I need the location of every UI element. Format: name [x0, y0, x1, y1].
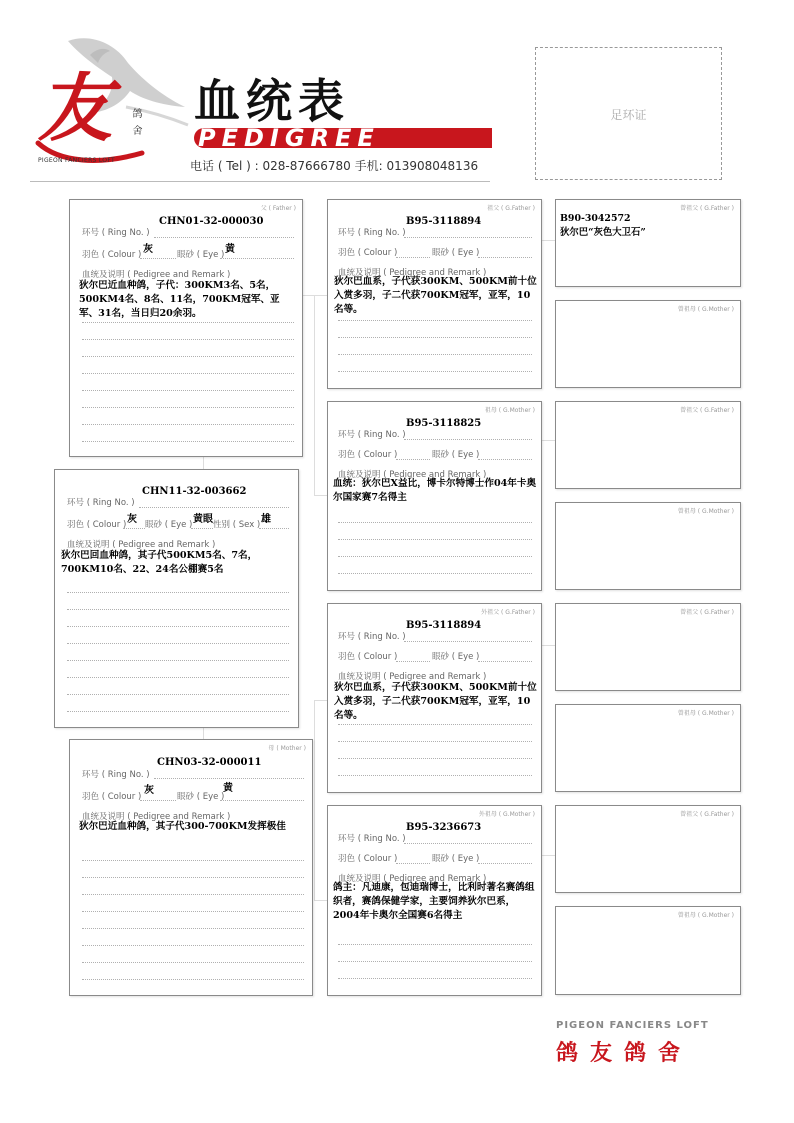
- remark-label: 血统及说明 ( Pedigree and Remark ): [338, 470, 487, 480]
- connector: [314, 495, 327, 496]
- ggp-card-3: [555, 401, 741, 489]
- ggp-card-1: [555, 199, 741, 287]
- logo-character: 友: [38, 66, 112, 152]
- connector: [542, 855, 555, 856]
- line: [338, 961, 532, 962]
- gfather-maternal-corner-label: 外祖父 ( G.Father ): [481, 609, 535, 616]
- connector: [314, 295, 315, 495]
- ggp-corner-label: 曾祖母 ( G.Mother ): [677, 306, 734, 313]
- line: [82, 928, 304, 929]
- underline: [140, 258, 176, 259]
- gmother-paternal-corner-label: 祖母 ( G.Mother ): [484, 407, 535, 414]
- colour-label: 羽色 ( Colour ): [338, 854, 398, 864]
- eye-label: 眼砂 ( Eye ): [432, 652, 480, 662]
- line: [338, 354, 532, 355]
- contact-info: 电话 ( Tel ) : 028-87666780 手机: 013908048136: [190, 159, 479, 173]
- self-ring: CHN11-32-003662: [142, 486, 247, 497]
- connector: [314, 900, 327, 901]
- underline: [478, 257, 532, 258]
- ggp-card-7: [555, 805, 741, 893]
- ggp-card-2: [555, 300, 741, 388]
- underline: [139, 507, 289, 508]
- ring-label: 环号 ( Ring No. ): [338, 430, 406, 440]
- ggp-note: B90-3042572 狄尔巴“灰色大卫石”: [560, 213, 646, 238]
- ring-label: 环号 ( Ring No. ): [82, 770, 150, 780]
- eye-label: 眼砂 ( Eye ): [145, 520, 193, 530]
- line: [338, 944, 532, 945]
- mother-eye: 黄: [223, 783, 233, 794]
- remark-label: 血统及说明 ( Pedigree and Remark ): [338, 874, 487, 884]
- line: [82, 894, 304, 895]
- line: [338, 371, 532, 372]
- colour-label: 羽色 ( Colour ): [82, 250, 142, 260]
- remark-label: 血统及说明 ( Pedigree and Remark ): [82, 270, 231, 280]
- ggp-corner-label: 曾祖父 ( G.Father ): [680, 811, 734, 818]
- underline: [404, 843, 532, 844]
- mother-card: [69, 739, 313, 996]
- line: [338, 539, 532, 540]
- eye-label: 眼砂 ( Eye ): [177, 792, 225, 802]
- ggp-card-4: [555, 502, 741, 590]
- ring-label: 环号 ( Ring No. ): [82, 228, 150, 238]
- gmother-paternal-ring: B95-3118825: [406, 418, 482, 429]
- gmother-paternal-remark: 血统：狄尔巴X益比，博卡尔特博士作04年卡奥尔国家赛7名得主: [333, 478, 537, 503]
- underline: [396, 863, 430, 864]
- line: [338, 724, 532, 725]
- remark-label: 血统及说明 ( Pedigree and Remark ): [338, 268, 487, 278]
- ring-label: 环号 ( Ring No. ): [338, 632, 406, 642]
- underline: [478, 661, 532, 662]
- self-card: [54, 469, 299, 728]
- father-remark: 狄尔巴近血种鸽，子代：300KM3名、5名，500KM4名、8名、11名，700KM冠军、亚军、31名，当日归20余羽。: [79, 280, 280, 319]
- connector: [203, 456, 204, 470]
- connector: [542, 645, 555, 646]
- gmother-maternal-remark: 鸽主：凡迪康，包迪瑞博士，比利时著名赛鸽组织者，赛鸽保健学家，主要饲养狄尔巴系，2004年卡奥尔全国赛6名得主: [333, 882, 535, 921]
- connector: [314, 700, 327, 701]
- gfather-paternal-corner-label: 祖父 ( G.Father ): [487, 205, 535, 212]
- line: [82, 877, 304, 878]
- page-title: 血统表: [194, 74, 350, 128]
- connector: [542, 240, 555, 241]
- colour-label: 羽色 ( Colour ): [82, 792, 142, 802]
- ggp-corner-label: 曾祖母 ( G.Mother ): [677, 912, 734, 919]
- connector: [314, 700, 315, 900]
- connector: [542, 440, 555, 441]
- line: [338, 978, 532, 979]
- line: [338, 337, 532, 338]
- connector: [203, 727, 204, 739]
- underline: [396, 661, 430, 662]
- line: [338, 775, 532, 776]
- gfather-paternal-ring: B95-3118894: [406, 216, 482, 227]
- gfather-maternal-card: [327, 603, 542, 793]
- mother-colour: 灰: [144, 785, 154, 796]
- line: [82, 407, 294, 408]
- colour-label: 羽色 ( Colour ): [338, 652, 398, 662]
- line: [67, 592, 289, 593]
- underline: [123, 528, 145, 529]
- ring-label: 环号 ( Ring No. ): [67, 498, 135, 508]
- footer-english: PIGEON FANCIERS LOFT: [556, 1020, 709, 1031]
- ggp-corner-label: 曾祖母 ( G.Mother ): [677, 508, 734, 515]
- gmother-maternal-ring: B95-3236673: [406, 822, 482, 833]
- father-ring: CHN01-32-000030: [159, 216, 264, 227]
- underline: [220, 258, 294, 259]
- line: [67, 609, 289, 610]
- line: [67, 626, 289, 627]
- self-eye: 黄眼: [193, 514, 213, 525]
- mother-ring: CHN03-32-000011: [157, 757, 262, 768]
- ring-label: 环号 ( Ring No. ): [338, 834, 406, 844]
- colour-label: 羽色 ( Colour ): [67, 520, 127, 530]
- underline: [404, 237, 532, 238]
- underline: [404, 439, 532, 440]
- underline: [478, 459, 532, 460]
- gfather-maternal-remark: 狄尔巴血系，子代获300KM、500KM前十位入赏多羽，子二代获700KM冠军，亚军，10名等。: [334, 682, 537, 721]
- line: [67, 643, 289, 644]
- colour-label: 羽色 ( Colour ): [338, 450, 398, 460]
- line: [82, 356, 294, 357]
- line: [82, 911, 304, 912]
- line: [82, 322, 294, 323]
- gmother-maternal-corner-label: 外祖母 ( G.Mother ): [478, 811, 535, 818]
- mother-corner-label: 母 ( Mother ): [268, 745, 306, 752]
- gfather-paternal-card: [327, 199, 542, 389]
- footer-chinese: 鸽友鸽舍: [556, 1041, 693, 1066]
- line: [67, 694, 289, 695]
- eye-label: 眼砂 ( Eye ): [432, 248, 480, 258]
- gmother-maternal-card: [327, 805, 542, 996]
- ggp-corner-label: 曾祖母 ( G.Mother ): [677, 710, 734, 717]
- line: [67, 660, 289, 661]
- line: [338, 522, 532, 523]
- band-label: 足环证: [610, 108, 647, 122]
- line: [67, 711, 289, 712]
- underline: [191, 528, 213, 529]
- header-divider: [30, 181, 490, 182]
- underline: [220, 800, 304, 801]
- line: [82, 945, 304, 946]
- line: [338, 556, 532, 557]
- underline: [154, 237, 294, 238]
- line: [82, 373, 294, 374]
- remark-label: 血统及说明 ( Pedigree and Remark ): [67, 540, 216, 550]
- underline: [404, 641, 532, 642]
- line: [338, 320, 532, 321]
- line: [82, 390, 294, 391]
- remark-label: 血统及说明 ( Pedigree and Remark ): [338, 672, 487, 682]
- line: [338, 741, 532, 742]
- line: [82, 441, 294, 442]
- father-corner-label: 父 ( Father ): [260, 205, 296, 212]
- self-remark: 狄尔巴回血种鸽，其子代500KM5名、7名，700KM10名、22、24名公棚赛5名: [61, 550, 258, 575]
- eye-label: 眼砂 ( Eye ): [432, 854, 480, 864]
- colour-label: 羽色 ( Colour ): [338, 248, 398, 258]
- ring-label: 环号 ( Ring No. ): [338, 228, 406, 238]
- father-card: [69, 199, 303, 457]
- line: [67, 677, 289, 678]
- line: [338, 573, 532, 574]
- eye-label: 眼砂 ( Eye ): [177, 250, 225, 260]
- underline: [396, 459, 430, 460]
- ggp-card-8: [555, 906, 741, 995]
- underline: [140, 800, 176, 801]
- gfather-maternal-ring: B95-3118894: [406, 620, 482, 631]
- line: [82, 860, 304, 861]
- sex-label: 性别 ( Sex ): [213, 520, 261, 530]
- underline: [259, 528, 289, 529]
- remark-label: 血统及说明 ( Pedigree and Remark ): [82, 812, 231, 822]
- logo-vertical-text: 鸽 舍: [130, 108, 141, 138]
- line: [82, 962, 304, 963]
- line: [82, 979, 304, 980]
- father-colour: 灰: [143, 244, 153, 255]
- line: [82, 339, 294, 340]
- mother-remark: 狄尔巴近血种鸽，其子代300-700KM发挥极佳: [79, 821, 286, 832]
- ggp-card-6: [555, 704, 741, 792]
- ggp-card-5: [555, 603, 741, 691]
- underline: [478, 863, 532, 864]
- gfather-paternal-remark: 狄尔巴血系，子代获300KM、500KM前十位入赏多羽，子二代获700KM冠军，亚军，10名等。: [334, 276, 537, 315]
- line: [82, 424, 294, 425]
- ggp-corner-label: 曾祖父 ( G.Father ): [680, 609, 734, 616]
- self-sex: 雄: [261, 514, 271, 525]
- ggp-corner-label: 曾祖父 ( G.Father ): [680, 407, 734, 414]
- line: [338, 758, 532, 759]
- gmother-paternal-card: [327, 401, 542, 591]
- logo-subtitle: PIGEON FANCIERS LOFT: [38, 157, 115, 164]
- eye-label: 眼砂 ( Eye ): [432, 450, 480, 460]
- ggp-corner-label: 曾祖父 ( G.Father ): [680, 205, 734, 212]
- father-eye: 黄: [225, 244, 235, 255]
- underline: [396, 257, 430, 258]
- self-colour: 灰: [127, 514, 137, 525]
- page-subtitle: PEDIGREE: [198, 124, 380, 152]
